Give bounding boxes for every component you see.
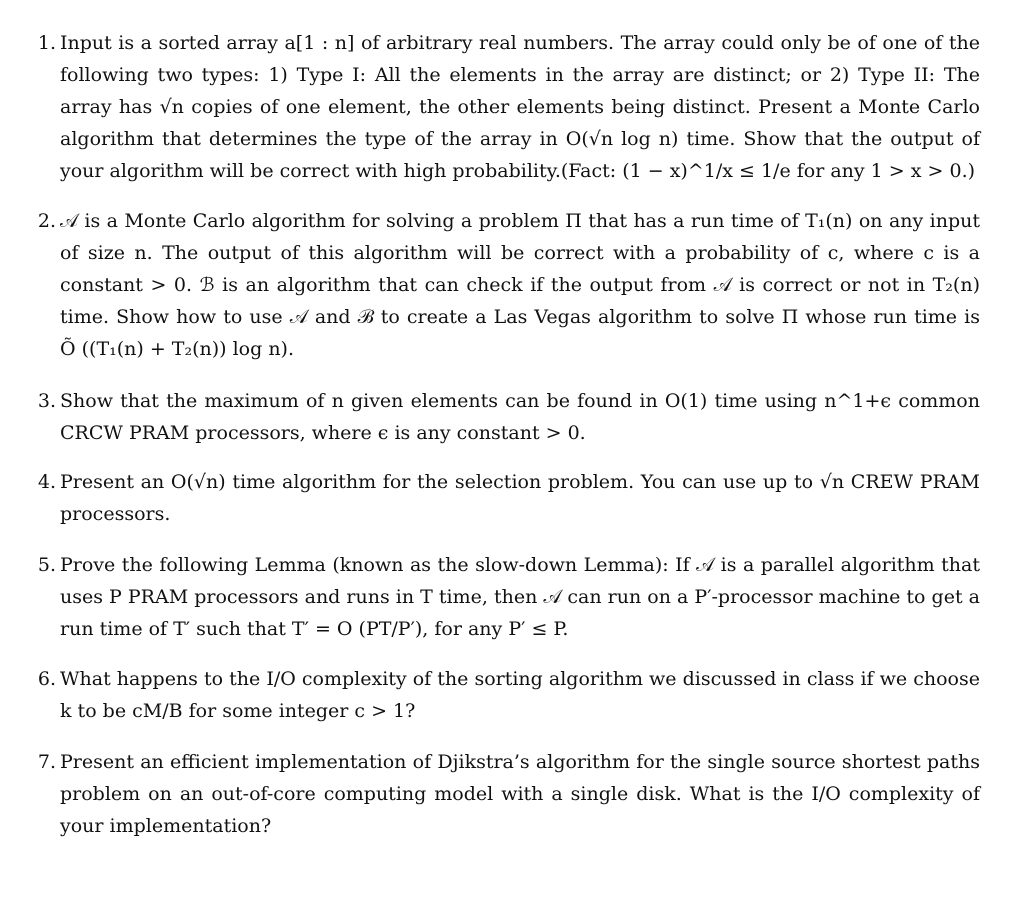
problem-text [60, 746, 980, 842]
problem-line: Input is a sorted array a[1 : n] of arbitrary real numbers. The array could only be of one of the [60, 32, 980, 54]
problem-5 [28, 549, 980, 645]
problem-line: Present an efficient implementation of Djikstra’s algorithm for the single source shortest paths [60, 751, 980, 773]
problem-line: Prove the following Lemma (known as the slow-down Lemma): If 𝒜 is a parallel algorithm that [60, 554, 980, 576]
problem-text [60, 466, 980, 530]
problem-line: following two types: 1) Type I: All the elements in the array are distinct; or 2) Type II: The [60, 64, 980, 86]
problem-line: CRCW PRAM processors, where ϵ is any constant > 0. [60, 422, 586, 444]
problem-text [60, 385, 980, 449]
problem-number: 4. [37, 471, 56, 493]
problem-line: Õ ((T₁(n) + T₂(n)) log n). [60, 338, 295, 360]
problem-line: your algorithm will be correct with high probability.(Fact: (1 − x)^1/x ≤ 1/e for any 1 > x > 0.) [60, 160, 976, 182]
problem-6 [28, 663, 980, 727]
problem-text [60, 549, 980, 645]
problem-number: 6. [37, 668, 56, 690]
problem-line: run time of T′ such that T′ = O (PT/P′), for any P′ ≤ P. [60, 618, 569, 640]
problem-line: What happens to the I/O complexity of the sorting algorithm we discussed in class if we choose [60, 668, 980, 690]
problem-text [60, 205, 980, 365]
problem-line: k to be cM/B for some integer c > 1? [60, 700, 416, 722]
problem-line: 𝒜 is a Monte Carlo algorithm for solving a problem Π that has a run time of T₁(n) on any input [60, 210, 980, 232]
problem-text [60, 27, 980, 187]
problem-number: 5. [37, 554, 56, 576]
problem-number: 7. [37, 751, 56, 773]
problem-2 [28, 205, 980, 365]
problem-line: constant > 0. ℬ is an algorithm that can check if the output from 𝒜 is correct or not in T₂(n) [60, 274, 980, 296]
problem-1 [28, 27, 980, 187]
problem-line: array has √n copies of one element, the other elements being distinct. Present a Monte Carlo [60, 96, 980, 118]
problem-line: Present an O(√n) time algorithm for the selection problem. You can use up to √n CREW PRAM [60, 471, 980, 493]
problem-line: problem on an out-of-core computing model with a single disk. What is the I/O complexity of [60, 783, 980, 805]
problem-line: processors. [60, 503, 171, 525]
problem-7 [28, 746, 980, 842]
problem-4 [28, 466, 980, 530]
problem-line: Show that the maximum of n given elements can be found in O(1) time using n^1+ϵ common [60, 390, 980, 412]
problem-number: 3. [37, 390, 56, 412]
problem-line: uses P PRAM processors and runs in T time, then 𝒜 can run on a P′-processor machine to get a [60, 586, 980, 608]
problem-line: of size n. The output of this algorithm will be correct with a probability of c, where c is a [60, 242, 980, 264]
problem-number: 2. [37, 210, 56, 232]
problem-line: algorithm that determines the type of the array in O(√n log n) time. Show that the output of [60, 128, 980, 150]
problem-number: 1. [37, 32, 56, 54]
problem-3 [28, 385, 980, 449]
problem-line: your implementation? [60, 815, 272, 837]
problem-text [60, 663, 980, 727]
problem-line: time. Show how to use 𝒜 and ℬ to create a Las Vegas algorithm to solve Π whose run time is [60, 306, 980, 328]
